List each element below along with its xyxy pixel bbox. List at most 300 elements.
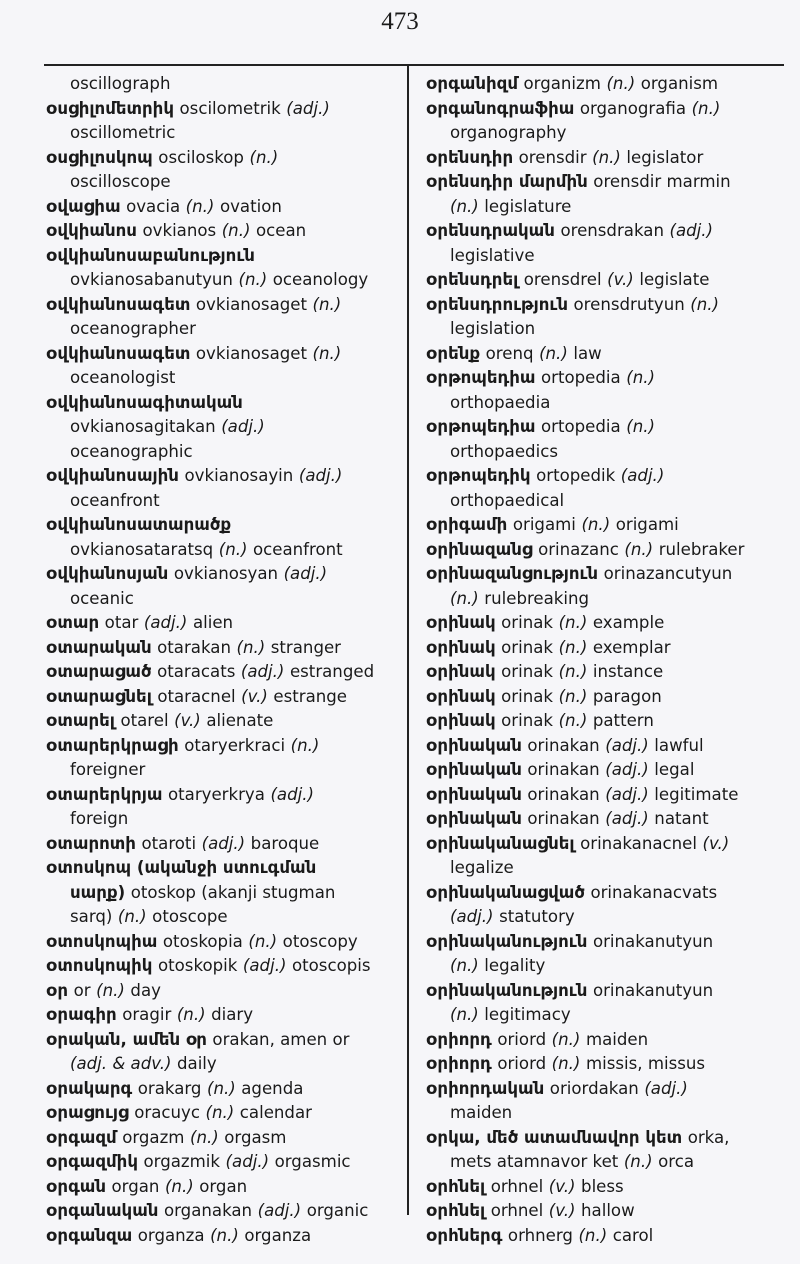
entry-line [46, 391, 398, 416]
headword: oրգանզա [46, 1225, 133, 1245]
transliteration: orhnel [490, 1176, 544, 1196]
gloss: organza [244, 1225, 312, 1245]
gloss: alienate [206, 711, 274, 730]
part-of-speech: (adj.) [225, 1152, 270, 1171]
part-of-speech: (n.) [312, 343, 342, 363]
headword: oրթոպեդիա [426, 368, 536, 387]
gloss: oceanfront [253, 539, 343, 559]
gloss: orthopaedics [450, 441, 558, 461]
transliteration: otarakan [157, 637, 231, 657]
entry-line [46, 1150, 398, 1175]
entry-line [426, 415, 788, 440]
gloss: oceanographic [70, 441, 193, 461]
transliteration: oscilometrik [179, 98, 281, 118]
headword: oրհնել [426, 1176, 486, 1196]
gloss: diary [211, 1005, 254, 1024]
entry-line [46, 195, 398, 220]
transliteration: orensdir [518, 147, 587, 167]
part-of-speech: (n.) [691, 98, 721, 118]
part-of-speech: (n.) [450, 196, 479, 216]
entry-line [46, 1028, 398, 1053]
headword: oրինակ [426, 686, 496, 706]
transliteration: otarel [120, 711, 169, 730]
transliteration: ovkianosabanutyun [70, 270, 233, 289]
gloss: organic [306, 1201, 369, 1220]
entry-line [46, 832, 398, 857]
headword: oրենսդրել [426, 270, 519, 289]
part-of-speech: (n.) [558, 686, 588, 706]
entry-line [426, 783, 788, 808]
entry-line [46, 856, 398, 881]
gloss: maiden [585, 1029, 649, 1049]
entry-line [46, 170, 398, 195]
part-of-speech: (n.) [450, 956, 479, 975]
entry-line [46, 72, 398, 97]
transliteration: orinak [501, 613, 554, 632]
transliteration: orinakanacnel [580, 833, 697, 853]
entry-line [46, 783, 398, 808]
headword: oտարերկրյա [46, 784, 163, 804]
transliteration: organografia [579, 98, 687, 118]
part-of-speech: (adj.) [221, 417, 265, 436]
part-of-speech: (n.) [205, 1103, 235, 1122]
gloss: ovation [219, 196, 282, 216]
entry-line [426, 366, 788, 391]
part-of-speech: (v.) [548, 1176, 576, 1196]
headword: oվկիանոսային [46, 466, 179, 485]
headword: oվկիանոսագետ [46, 294, 191, 314]
headword: oտարացած [46, 662, 152, 681]
gloss: example [592, 613, 665, 632]
entry-line [426, 268, 788, 293]
gloss: legislature [484, 196, 572, 216]
part-of-speech: (n.) [450, 588, 479, 608]
entry-line [426, 1199, 788, 1224]
entry-line [46, 1077, 398, 1102]
entry-line [46, 685, 398, 710]
transliteration: origami [512, 515, 576, 534]
headword: oտոսկոպիա [46, 931, 158, 951]
transliteration: orka, [687, 1127, 730, 1147]
gloss: oceanfront [70, 490, 160, 510]
entry-line [46, 636, 398, 661]
entry-line [426, 146, 788, 171]
transliteration: ovkianosagitakan [70, 417, 216, 436]
entry-line [426, 832, 788, 857]
gloss: estrange [273, 686, 348, 706]
gloss: hallow [581, 1201, 635, 1220]
entry-line [426, 489, 788, 514]
transliteration: ovkianosaget [195, 294, 307, 314]
headword: oրգազմիկ [46, 1152, 138, 1171]
headword: oր [46, 980, 69, 1000]
transliteration: orinakan [527, 784, 600, 804]
part-of-speech: (n.) [210, 1225, 239, 1245]
transliteration: orinakan [527, 735, 600, 755]
transliteration: ovacia [126, 196, 181, 216]
entry-line [426, 293, 788, 318]
gloss: legitimacy [484, 1005, 571, 1024]
entry-line [426, 538, 788, 563]
entry-line [426, 709, 788, 734]
part-of-speech: (n.) [206, 1078, 236, 1098]
gloss: ocean [255, 221, 307, 240]
gloss: oscillometric [70, 123, 176, 142]
part-of-speech: (n.) [236, 637, 266, 657]
entry-line [426, 1077, 788, 1102]
gloss: oscilloscope [70, 172, 171, 191]
entry-line [426, 1175, 788, 1200]
column-divider [407, 65, 409, 1215]
gloss: organism [640, 74, 719, 93]
gloss: legislate [639, 270, 710, 289]
entry-line [426, 244, 788, 269]
headword: oրգազմ [46, 1127, 117, 1147]
headword: oրինակ [426, 662, 496, 681]
entry-line [46, 1101, 398, 1126]
headword: oրենսդրական [426, 221, 555, 240]
entry-line [46, 538, 398, 563]
gloss: baroque [250, 833, 320, 853]
headword: oրենք [426, 343, 481, 363]
transliteration: organakan [164, 1201, 253, 1220]
part-of-speech: (v.) [241, 686, 268, 706]
part-of-speech: (n.) [551, 1054, 581, 1073]
gloss: organ [199, 1176, 248, 1196]
entry-line [46, 611, 398, 636]
gloss: orthopaedical [450, 490, 565, 510]
transliteration: orinakanacvats [590, 882, 718, 902]
gloss: origami [615, 515, 679, 534]
transliteration: orinazancutyun [603, 564, 733, 583]
transliteration: otaroti [141, 833, 197, 853]
gloss: orca [658, 1152, 695, 1171]
entry-line [426, 807, 788, 832]
part-of-speech: (adj.) [644, 1078, 688, 1098]
entry-line [426, 758, 788, 783]
transliteration: orinakan [527, 760, 600, 779]
gloss: legitimate [654, 784, 739, 804]
gloss: legislator [626, 147, 704, 167]
entry-line [46, 1052, 398, 1077]
transliteration: sarq) [70, 907, 113, 926]
transliteration: orinak [501, 686, 554, 706]
headword: oտոսկոպիկ [46, 956, 153, 975]
entry-line [46, 587, 398, 612]
entry-line [426, 513, 788, 538]
gloss: oscillograph [70, 74, 171, 93]
gloss: estranged [289, 662, 375, 681]
headword: oտար [46, 613, 100, 632]
headword: oրենսդրություն [426, 294, 568, 314]
part-of-speech: (n.) [558, 711, 588, 730]
part-of-speech: (adj. & adv.) [70, 1054, 172, 1073]
entry-line [426, 856, 788, 881]
entry-line [426, 342, 788, 367]
entry-line [46, 562, 398, 587]
transliteration: or [73, 980, 91, 1000]
entry-line [426, 930, 788, 955]
gloss: natant [654, 809, 709, 828]
part-of-speech: (adj.) [240, 662, 285, 681]
gloss: alien [192, 613, 234, 632]
transliteration: orinak [501, 662, 554, 681]
part-of-speech: (v.) [174, 711, 201, 730]
transliteration: organza [137, 1225, 205, 1245]
transliteration: ovkianos [142, 221, 217, 240]
entry-line [426, 881, 788, 906]
headword: oրինական [426, 784, 522, 804]
entry-line [426, 219, 788, 244]
transliteration: orenq [485, 343, 534, 363]
entry-line [426, 121, 788, 146]
part-of-speech: (n.) [312, 294, 342, 314]
headword: oվկիանոս [46, 221, 137, 240]
entry-line [46, 464, 398, 489]
part-of-speech: (n.) [623, 1152, 653, 1171]
part-of-speech: (adj.) [283, 564, 328, 583]
part-of-speech: (n.) [551, 1029, 581, 1049]
headword: oրգան [46, 1176, 106, 1196]
entry-line [426, 170, 788, 195]
part-of-speech: (adj.) [201, 833, 246, 853]
headword: oվկիանոսաբանություն [46, 245, 255, 265]
headword: oտոսկոպ (ականջի ստուգման [46, 858, 317, 877]
entry-line [426, 660, 788, 685]
transliteration: orinakanutyun [592, 931, 714, 951]
headword: oրացույց [46, 1103, 129, 1122]
gloss: rulebraker [658, 539, 745, 559]
left-column [46, 72, 398, 1248]
gloss: pattern [592, 711, 654, 730]
part-of-speech: (n.) [185, 196, 215, 216]
transliteration: organ [111, 1176, 160, 1196]
part-of-speech: (v.) [548, 1201, 576, 1220]
entry-line [426, 587, 788, 612]
entry-line [46, 97, 398, 122]
entry-line [426, 954, 788, 979]
part-of-speech: (n.) [626, 417, 655, 436]
entry-line [46, 1003, 398, 1028]
entry-line [46, 660, 398, 685]
headword: oրական, ամեն օր [46, 1029, 207, 1049]
entry-line [426, 1224, 788, 1249]
gloss: calendar [239, 1103, 312, 1122]
part-of-speech: (n.) [450, 1005, 479, 1024]
right-column [426, 72, 788, 1248]
transliteration: orensdir marmin [593, 172, 731, 191]
part-of-speech: (n.) [558, 662, 588, 681]
part-of-speech: (adj.) [620, 466, 665, 485]
transliteration: otar [104, 613, 139, 632]
entry-line [426, 734, 788, 759]
entry-line [46, 317, 398, 342]
part-of-speech: (adj.) [605, 760, 649, 779]
transliteration: osciloskop [158, 147, 244, 167]
entry-line [426, 391, 788, 416]
part-of-speech: (n.) [558, 613, 588, 632]
headword: oվկիանոսատարածք [46, 515, 232, 534]
part-of-speech: (n.) [558, 637, 588, 657]
transliteration: mets atamnavor ket [450, 1152, 619, 1171]
headword: oրթոպեդիկ [426, 466, 531, 485]
part-of-speech: (n.) [190, 1127, 219, 1147]
gloss: otoscopy [282, 931, 358, 951]
headword: oրինակ [426, 711, 496, 730]
transliteration: ovkianosataratsq [70, 539, 214, 559]
transliteration: ovkianosaget [195, 343, 307, 363]
headword: oրիգամի [426, 515, 508, 534]
entry-line [426, 317, 788, 342]
headword: oրենսդիր [426, 147, 514, 167]
part-of-speech: (adj.) [450, 907, 494, 926]
headword: oրգանիզմ [426, 74, 518, 93]
gloss: law [573, 343, 602, 363]
headword: oտարոտի [46, 833, 136, 853]
gloss: instance [592, 662, 664, 681]
entry-line [426, 440, 788, 465]
transliteration: oragir [122, 1005, 172, 1024]
headword: oրգանոգրաֆիա [426, 98, 575, 118]
gloss: orthopaedia [450, 392, 551, 412]
gloss: organography [450, 123, 567, 142]
entry-line [46, 121, 398, 146]
entry-line [46, 954, 398, 979]
part-of-speech: (adj.) [257, 1201, 302, 1220]
headword: oրիորդ [426, 1029, 492, 1049]
page-number: 473 [381, 8, 419, 35]
headword: oրենսդիր մարմին [426, 172, 588, 191]
gloss: exemplar [592, 637, 671, 657]
entry-line [426, 195, 788, 220]
entry-line [46, 758, 398, 783]
entry-line [426, 1052, 788, 1077]
transliteration: ortopedik [536, 466, 616, 485]
entry-line [426, 1150, 788, 1175]
headword: oրագիր [46, 1005, 117, 1024]
headword: oտարական [46, 637, 152, 657]
headword: oրհներգ [426, 1225, 503, 1245]
part-of-speech: (v.) [607, 270, 634, 289]
headword: oվկիանոսագիտական [46, 392, 243, 412]
entry-line [46, 1175, 398, 1200]
transliteration: oriord [497, 1054, 547, 1073]
gloss: lawful [654, 735, 704, 755]
gloss: maiden [450, 1103, 513, 1122]
entry-line [426, 1028, 788, 1053]
part-of-speech: (n.) [626, 368, 655, 387]
transliteration: orensdrutyun [573, 294, 685, 314]
headword: oրակարգ [46, 1078, 133, 1098]
entry-line [46, 930, 398, 955]
transliteration: orinakanutyun [592, 980, 714, 1000]
headword: oսցիլոսկոպ [46, 147, 153, 167]
transliteration: otoskopik [157, 956, 238, 975]
entry-line [46, 342, 398, 367]
part-of-speech: (n.) [690, 294, 720, 314]
headword: oսցիլոմետրիկ [46, 98, 174, 118]
entry-line [46, 366, 398, 391]
headword: oրինականություն [426, 931, 588, 951]
headword: oրինական [426, 760, 522, 779]
gloss: oceanic [70, 588, 134, 608]
gloss: otoscopis [291, 956, 371, 975]
gloss: otoscope [152, 907, 228, 926]
transliteration: orinak [501, 637, 554, 657]
transliteration: orakarg [137, 1078, 202, 1098]
transliteration: ovkianosayin [184, 466, 294, 485]
part-of-speech: (adj.) [605, 809, 649, 828]
gloss: bless [581, 1176, 624, 1196]
transliteration: otoskop (akanji stugman [130, 882, 336, 902]
transliteration: orgazmik [143, 1152, 221, 1171]
transliteration: orinazanc [538, 539, 619, 559]
headword: oրինական [426, 735, 522, 755]
transliteration: otoskopia [162, 931, 243, 951]
part-of-speech: (n.) [221, 221, 251, 240]
headword: սարք) [70, 882, 126, 902]
transliteration: otaryerkraci [184, 735, 286, 755]
entry-line [46, 807, 398, 832]
part-of-speech: (n.) [581, 515, 611, 534]
entry-line [426, 611, 788, 636]
headword: oրինական [426, 809, 522, 828]
part-of-speech: (n.) [578, 1225, 608, 1245]
entry-line [426, 97, 788, 122]
transliteration: orensdrakan [560, 221, 664, 240]
part-of-speech: (adj.) [605, 784, 649, 804]
transliteration: orhnel [490, 1201, 544, 1220]
entry-line [426, 979, 788, 1004]
header-rule [44, 64, 784, 66]
transliteration: ovkianosyan [173, 564, 279, 583]
gloss: orgasmic [274, 1152, 351, 1171]
headword: oրինազանց [426, 539, 533, 559]
entry-line [46, 146, 398, 171]
gloss: legalize [450, 858, 514, 877]
entry-line [46, 734, 398, 759]
transliteration: orensdrel [523, 270, 602, 289]
part-of-speech: (n.) [249, 147, 279, 167]
part-of-speech: (adj.) [270, 784, 314, 804]
headword: oվկիանոսյան [46, 564, 169, 583]
transliteration: otaracnel [157, 686, 236, 706]
gloss: oceanographer [70, 319, 196, 338]
part-of-speech: (n.) [592, 147, 621, 167]
part-of-speech: (n.) [164, 1176, 194, 1196]
entry-line [426, 1101, 788, 1126]
entry-line [426, 685, 788, 710]
headword: oրթոպեդիա [426, 417, 536, 436]
part-of-speech: (adj.) [298, 466, 343, 485]
transliteration: ortopedia [541, 417, 621, 436]
entry-line [46, 415, 398, 440]
part-of-speech: (adj.) [286, 98, 330, 118]
headword: oվացիա [46, 196, 121, 216]
gloss: legislative [450, 245, 535, 265]
gloss: day [130, 980, 161, 1000]
part-of-speech: (n.) [176, 1005, 206, 1024]
entry-line [426, 1003, 788, 1028]
part-of-speech: (adj.) [242, 956, 287, 975]
entry-line [426, 905, 788, 930]
gloss: orgasm [224, 1127, 287, 1147]
gloss: foreigner [70, 760, 146, 779]
entry-line [46, 244, 398, 269]
headword: oրհնել [426, 1201, 486, 1220]
headword: oրինազանցություն [426, 564, 599, 583]
entry-line [46, 513, 398, 538]
